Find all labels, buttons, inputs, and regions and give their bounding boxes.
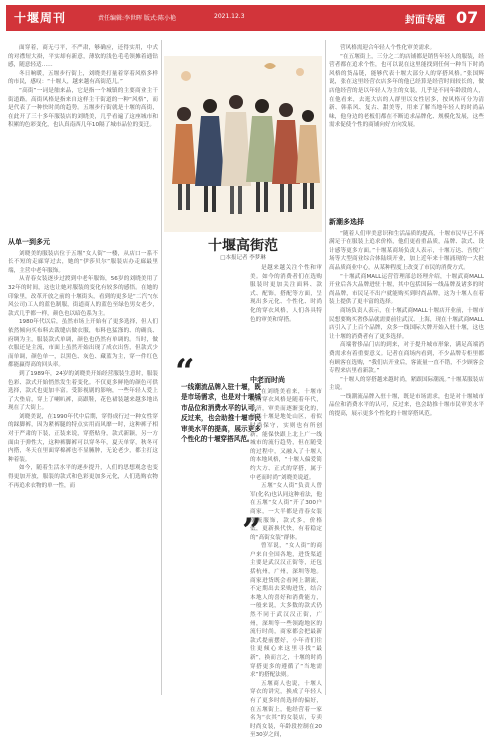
paragraph: “高街”一词是舶来品，它是指一个城镇的主要商业主干街道路。高街风格是指来自这样主干街道的一种“风格”，而是代表了一种快时尚的趋势。五堰步行街就是十堰的高街，在此开了三十多年服装店的刘晓美，几乎看遍了这座城市和积累的色彩变化，也认真南西几年10隔了城市品位的变迁。 — [8, 87, 158, 129]
subhead-diversity: 从单一到多元 — [8, 238, 50, 246]
masthead-section: 封面专题 — [405, 15, 445, 26]
masthead-title: 十堰周刊 — [14, 11, 67, 25]
column-2-bottom — [250, 372, 322, 739]
subhead-fashion: 中老而时尚 — [250, 376, 285, 384]
paragraph: 是越来越关注个性和审美。如今的消费者们在选购服装时更加关注面料、款式、配饰，搭配等方面，呈现出多元化、个性化、时尚化的穿衣风格，人们各具特色的审美和穿搭。 — [250, 265, 322, 323]
column-1-bottom — [8, 234, 158, 699]
paragraph: 如今，随着生活水平的逐步提升，人们的思想观念也变得更加开放，服装的款式和色彩更加多元化，人们选购衣物不再追求衣物的单一性，而 — [8, 465, 158, 489]
column-2-top — [250, 264, 322, 368]
article-byline: □本报记者 李梦琳 — [220, 255, 266, 261]
fashion-illustration — [164, 56, 322, 232]
close-quote-mark: ” — [242, 511, 262, 551]
page-number: 07 — [456, 8, 479, 27]
subhead-new-trends: 新潮多选择 — [329, 218, 364, 226]
paragraph: 曾军说，“女人街”的商户来自全国各地，进货渠道主要是武汉汉正街等，还包括杭州，广州，深圳等地。商家进货既会看网上潮流，不定期出去采购进货，结合本地人的喜好和消费能力，一般来说，大多数的款式仍然不同于武汉汉正街，广州，深圳等一些领跑地区的流行时尚，商家都会把最新款式提前摆好，小年青们往往更倾心来这里寻找“最新”，换而言之，十堰的时尚穿搭更多的遵循了“当地需求”的搭配法则。 — [250, 543, 322, 679]
paragraph: 一线潮流品牌入驻十堰，既是市场需求，也是对十堰城市品位和消费水平的认可，反过来，也会助推十堰市民审美水平的提高，展示更多个性化的十堰穿搭风范。 — [329, 393, 484, 418]
column-divider — [161, 40, 162, 695]
paragraph: 冬日晌暖，五堰步行街上，刘晓美打量着穿着风格多样的市民，感叹：“十堰人，越来越有高街范儿。” — [8, 70, 158, 86]
paragraph: “十堰武商MALL运营管理部总经理介绍，十堰武商MALL开业后各大品牌进驻十堰，其中包括国际一线品牌及诸多的时尚品牌，市民足不出户就能购买到时尚品牌，这为十堰人在着装上提供了更丰富的选择。 — [329, 273, 484, 306]
paragraph: 在刘晓美看来，十堰市民的穿衣风格是随着年代，经济，审美而逐渐变化的，虽然十堰是地处山区，看似时尚保守，实则也有所创新，能保快跟上北上广一线城市的流行趋势，但在随受的过程中，又融入了十堰人的本地风格，“十堰人偏爱简约大方、正式的穿搭，属于中老而时尚”刘晓美说道。 — [250, 388, 322, 481]
paragraph: 从青春女装逐步过渡到中老年服饰，56岁的刘晓美用了32年的时间，这也让她对服装的变化有较多的感悟。在她的印象里，改革开放之前的十堰街头，看到的更多是“二汽”(东风公司)工人的蓝色制服，街道商人的蓝色至绿色男女老少，款式几乎都一样，颜色也以暗色系为主。 — [8, 276, 158, 317]
pull-quote: 一线潮流品牌入驻十堰，既是市场需求，也是对十堰城市品位和消费水平的认可，反过来，也会助推十堰市民审美水平的提高，展示更多个性化的十堰穿搭风范。 — [181, 383, 261, 444]
paragraph: 五堰“女人街”负责人曾军(化名)也认同这种看法，他在五堰“女人街”开了300户商家，一大半都是青春女装潮流服饰，款式多，价格低，更新换代快，有着稳定的“高街女装”群体。 — [250, 483, 322, 541]
paragraph: 刘晓美说，在1990年代中后期，穿得成行过一种女性穿的踩脚裤，因为紧裤腿的特点实用而风靡一时，这种裤子相对于严肃的下装，正装来说，穿搭贴身，款式新颖，另一方面由于弹性大，这种裤脚裤可以穿冬年，夏天单穿，秋冬可内搭，冬天在里面穿棉裤也不显臃肿，无论老少，都主打这种着装。 — [8, 413, 158, 463]
paragraph: “随着人们审美意识和生活品质的提高，十堰市民早已不再满足于在服装上追求价格，他们更看重品质，品牌、款式、设计感等更多方面。”十堰某商场负责人表示，十堰万达、吾悦广场等大型商业综合体陆续开业，加上近年来十堰涌现的一大批高品质商业中心，从某种程度上改变了市民的消费方式。 — [329, 230, 484, 271]
article-title: 十堰高街范 — [208, 238, 278, 254]
masthead-banner — [6, 5, 485, 31]
paragraph: 商场负责人表示，在十堰武商MALL十堰店开业前，十堰市民想要购买奢侈品就需要前往武汉、上海，现在十堰武商MALL店引入了上百个品牌，众多一线国际大牌开始入驻十堰，这也让十堰的消费者有了更多选择。 — [329, 307, 484, 340]
paragraph: 五堰商人也说，十堰人穿衣的讲究，换成了年轻人有了更多时尚选择的偏好，在五堰街上，他经营着一家名为“衣其”的女装店，专卖时尚女装，年龄段控制在20至30岁之间， — [250, 680, 322, 739]
masthead-editors: 责任编辑:李世晖 版式:陈小艳 — [98, 15, 176, 22]
paragraph: 面穿着，商无弓平，不严肃，够确应，还得实用，中式的对襟短大褂，平实却有新意，薄软的浅色毛毛领摊着通钻感，随意轻适…… — [8, 45, 158, 69]
women-fashion-image — [164, 56, 322, 232]
column-1-top — [8, 44, 158, 233]
column-3-bottom — [329, 214, 484, 699]
paragraph: “在五堰街上，三分之二的店铺都是销售年轻人的服装，经营者都在追求个性，也可以说在这里能找到任何一种当下时尚风格的货品链，能够代表十堰大部分人的穿搭风格。”张国辉说，张在这里经营衣店多年的他已经算是经营时间较长的，做店他经营的是以年轻人为主的女装，几乎是不同年龄段的人，在他看来，去逛大店的人群里以女性居多，按风格可分为清新、韩系风、复古、甜美等，用来了解当地年轻人的时尚品味，他身边的老板们都在不断追求品牌化、规模化发展，这些需求促使个性的商铺向好方向发展。 — [329, 53, 484, 129]
paragraph: 高端奢侈品门店的到来，对于提升城市形象，满足高端消费需求有着重要意义。记者在商场内看到，不少品牌专柜里都有顾客在选购，“我们店开业后，客流量一直不错，不少顾客会专程来店里看新款。” — [329, 342, 484, 375]
column-3-top — [329, 44, 484, 214]
column-divider — [325, 40, 326, 695]
open-quote-mark: “ — [175, 352, 195, 392]
paragraph: 到了1989年，24岁的刘晓美开始经营服装生意时，服装色彩、款式开始悄然发生着变化。不仅更多鲜艳的颜色可供选择，款式也更加丰富。受影视剧的影响，一些年轻人爱上了大垫肩，穿上了喇叭裤，高跟鞋，花色裙装越来越多地出现在了大街上。 — [8, 370, 158, 412]
paragraph: “十堰人的穿搭越来越时尚，紧跟国际潮流。”十堰某服装店主说。 — [329, 376, 484, 392]
paragraph: 营风格需迎合年轻人个性化审美需求。 — [340, 45, 436, 51]
paragraph: 刘晓美的服装店位于五堰“女人街”一楼，从店口一系不长不短的走廊穿过去，她的“伊莎贝尔”服装店办走廊最里端，主营中老年服饰。 — [8, 250, 158, 274]
paragraph: 1980年代以后，虽然市场上开始有了更多选择，但人们依然倾向买布料去裁缝店做衣服，布料也猛涤的、的确良、府绸为主，服装款式单调，颜色也仍然有单调的。当时，做衣服还是主流，市面上虽然开始出现了成衣出售，但款式少而单调，颜色单一，以黑色、灰色、藏蓝为主，穿一件红色都能赢得高的回头率。 — [8, 319, 158, 369]
masthead-date: 2021.12.3 — [214, 13, 245, 20]
